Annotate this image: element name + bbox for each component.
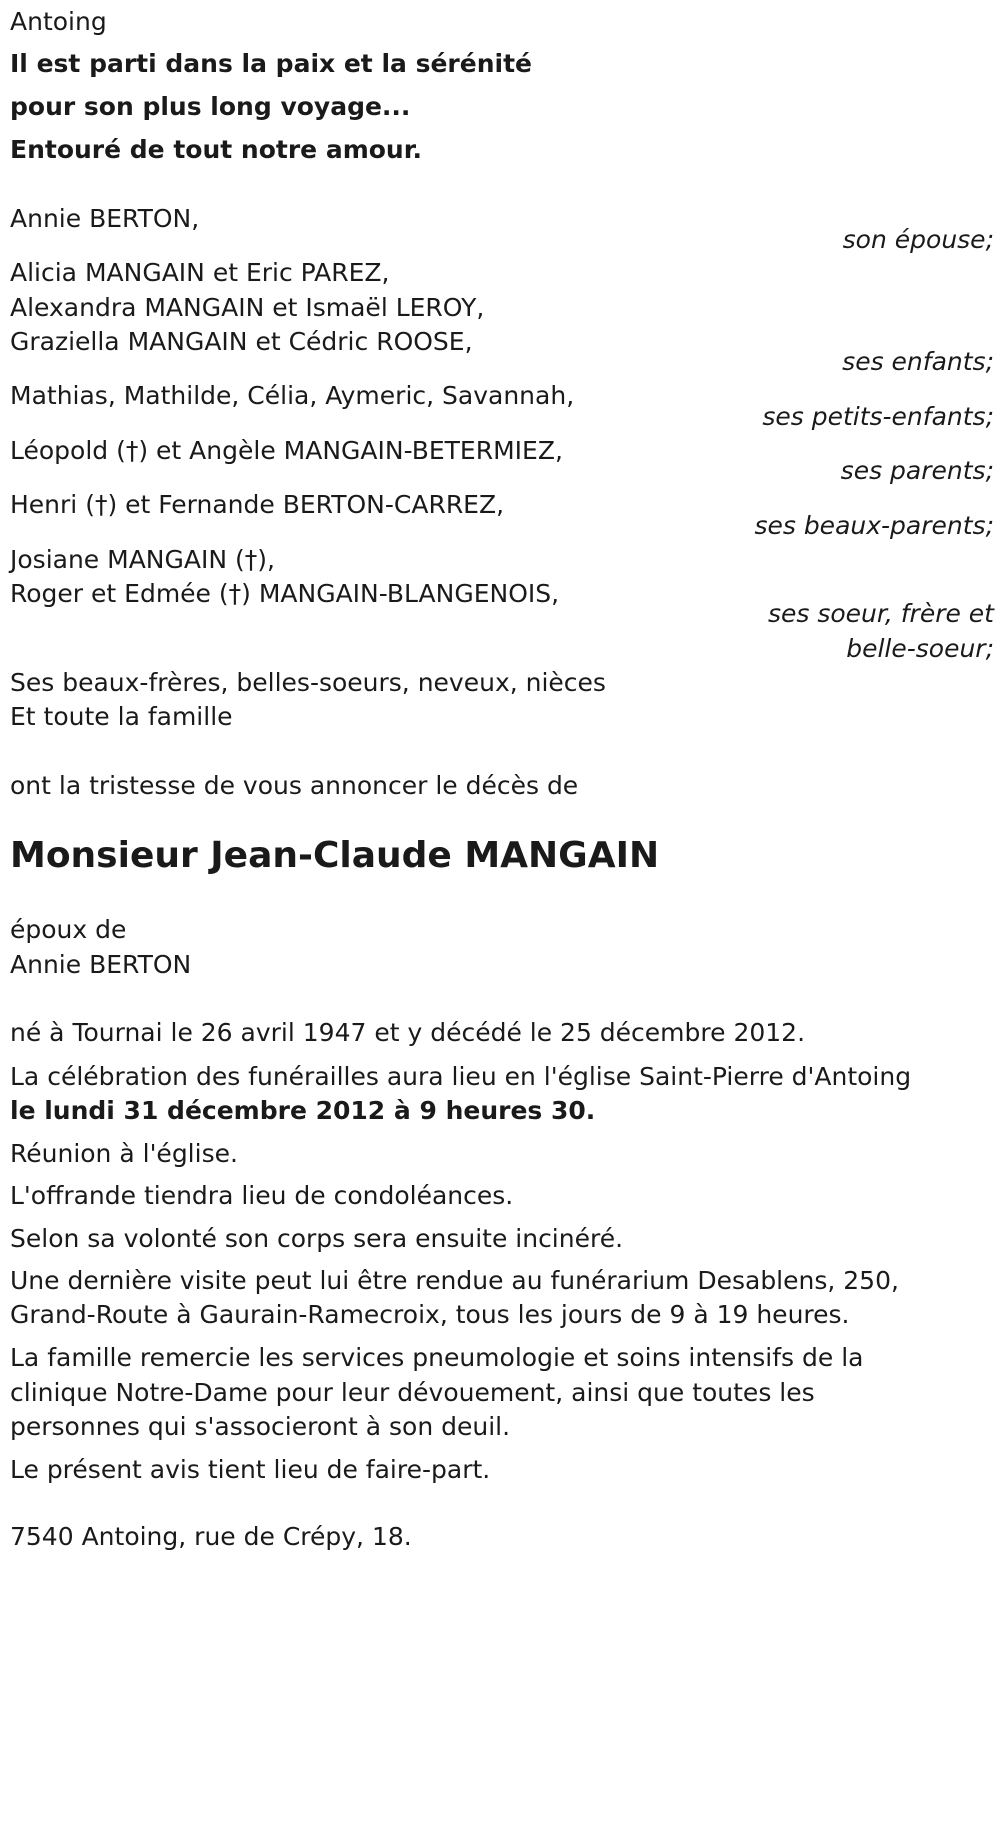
- parents-names: Léopold (†) et Angèle MANGAIN-BETERMIEZ,: [10, 436, 563, 465]
- thanks-line-3: personnes qui s'associeront à son deuil.: [10, 1412, 511, 1441]
- birth-death: né à Tournai le 26 avril 1947 et y décédé le 25 décembre 2012.: [10, 1018, 806, 1047]
- ceremony-date: le lundi 31 décembre 2012 à 9 heures 30.: [10, 1096, 596, 1125]
- offering-info: L'offrande tiendra lieu de condoléances.: [10, 1181, 514, 1210]
- intro-line-3: Entouré de tout notre amour.: [10, 135, 422, 164]
- deceased-name: Monsieur Jean-Claude MANGAIN: [10, 835, 660, 876]
- visit-line-1: Une dernière visite peut lui être rendue au funérarium Desablens, 250,: [10, 1266, 899, 1295]
- cremation-info: Selon sa volonté son corps sera ensuite incinéré.: [10, 1224, 624, 1253]
- spouse-role: son épouse;: [842, 225, 994, 254]
- spouse-of-label: époux de: [10, 915, 127, 944]
- siblings-role-line-1: ses soeur, frère et: [767, 599, 994, 628]
- in-laws-names: Henri (†) et Fernande BERTON-CARREZ,: [10, 490, 505, 519]
- grandchildren-names: Mathias, Mathilde, Célia, Aymeric, Savannah,: [10, 381, 575, 410]
- child-2: Alexandra MANGAIN et Ismaël LEROY,: [10, 293, 485, 322]
- sibling-1: Josiane MANGAIN (†),: [10, 545, 275, 574]
- notice: Le présent avis tient lieu de faire-part.: [10, 1455, 491, 1484]
- thanks-line-1: La famille remercie les services pneumologie et soins intensifs de la: [10, 1343, 864, 1372]
- intro-line-2: pour son plus long voyage...: [10, 92, 411, 121]
- parents-role: ses parents;: [840, 456, 994, 485]
- extended-family-line-1: Ses beaux-frères, belles-soeurs, neveux, nièces: [10, 668, 606, 697]
- meeting-info: Réunion à l'église.: [10, 1139, 238, 1168]
- spouse-name: Annie BERTON,: [10, 204, 200, 233]
- siblings-role-line-2: belle-soeur;: [846, 634, 994, 663]
- child-1: Alicia MANGAIN et Eric PAREZ,: [10, 258, 390, 287]
- grandchildren-role: ses petits-enfants;: [762, 402, 994, 431]
- address: 7540 Antoing, rue de Crépy, 18.: [10, 1522, 412, 1551]
- visit-line-2: Grand-Route à Gaurain-Ramecroix, tous les jours de 9 à 19 heures.: [10, 1300, 850, 1329]
- intro-line-1: Il est parti dans la paix et la sérénité: [10, 49, 532, 78]
- spouse-of-name: Annie BERTON: [10, 950, 192, 979]
- sibling-2: Roger et Edmée (†) MANGAIN-BLANGENOIS,: [10, 579, 560, 608]
- ceremony-place: La célébration des funérailles aura lieu en l'église Saint-Pierre d'Antoing: [10, 1062, 912, 1091]
- extended-family-line-2: Et toute la famille: [10, 702, 233, 731]
- children-role: ses enfants;: [842, 347, 994, 376]
- thanks-line-2: clinique Notre-Dame pour leur dévouement, ainsi que toutes les: [10, 1378, 815, 1407]
- announcement: ont la tristesse de vous annoncer le décès de: [10, 771, 579, 800]
- location: Antoing: [10, 7, 107, 36]
- in-laws-role: ses beaux-parents;: [754, 511, 994, 540]
- child-3: Graziella MANGAIN et Cédric ROOSE,: [10, 327, 473, 356]
